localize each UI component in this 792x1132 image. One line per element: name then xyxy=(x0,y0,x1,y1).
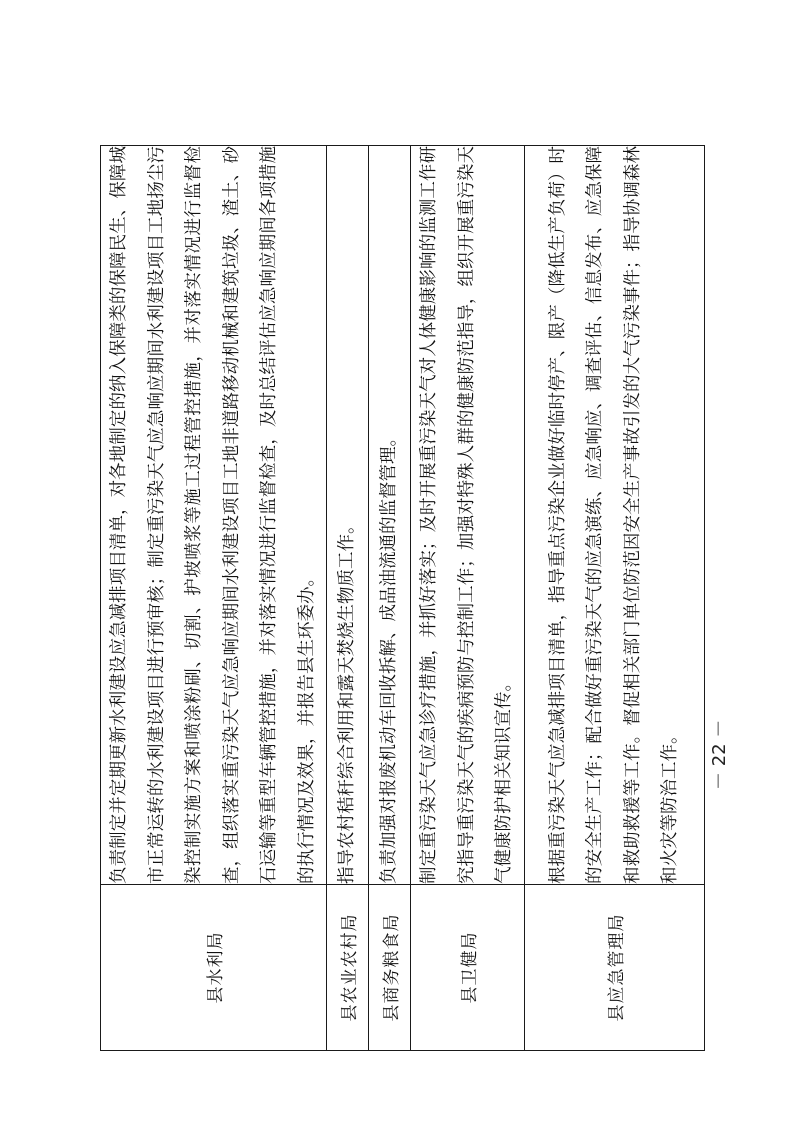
table-row xyxy=(411,146,525,1051)
duty-cell: 指导农村秸秆综合利用和露天焚烧生物质工作。 xyxy=(327,146,369,885)
rotated-table-container xyxy=(100,145,698,1051)
department-cell: 县商务粮食局 xyxy=(369,885,411,1051)
duty-cell: 负责加强对报废机动车回收拆解、成品油流通的监督管理。 xyxy=(369,146,411,885)
department-cell: 县农业农村局 xyxy=(327,885,369,1051)
table-row xyxy=(101,146,327,1051)
duty-cell: 制定重污染天气应急诊疗措施，并抓好落实；及时开展重污染天气对人体健康影响的监测工作研究指导重污染天气的疾病预防与控制工作；加强对特殊人群的健康防范指导，组织开展重污染天气健康防护相关知识宣传。 xyxy=(411,146,525,885)
table-row xyxy=(525,146,705,1051)
duty-cell: 负责制定并定期更新水利建设应急减排项目清单，对各地制定的纳入保障类的保障民生、保障城市正常运转的水利建设项目进行预审核；制定重污染天气应急响应期间水利建设项目工地扬尘污染控制实施方案和喷涂粉刷、切割、护坡喷浆等施工过程管控措施，并对落实情况进行监督检查，组织落实重污染天气应急响应期间水利建设项目工地非道路移动机械和建筑垃圾、渣土、砂石运输等重型车辆管控措施，并对落实情况进行监督检查，及时总结评估应急响应期间各项措施的执行情况及效果，并报告县生环委办。 xyxy=(101,146,327,885)
table-row xyxy=(327,146,369,1051)
department-cell: 县水利局 xyxy=(101,885,327,1051)
table-row xyxy=(369,146,411,1051)
responsibility-table xyxy=(100,145,705,1051)
department-cell: 县卫健局 xyxy=(411,885,525,1051)
duty-cell: 根据重污染天气应急减排项目清单，指导重点污染企业做好临时停产、限产（降低生产负荷）时的安全生产工作；配合做好重污染天气的应急演练、应急响应、调查评估、信息发布、应急保障和救助救援等工作。督促相关部门单位防范因安全生产事故引发的大气污染事件；指导协调森林和火灾等防治工作。 xyxy=(525,146,705,885)
page-number: － 22 － xyxy=(709,719,730,790)
department-cell: 县应急管理局 xyxy=(525,885,705,1051)
